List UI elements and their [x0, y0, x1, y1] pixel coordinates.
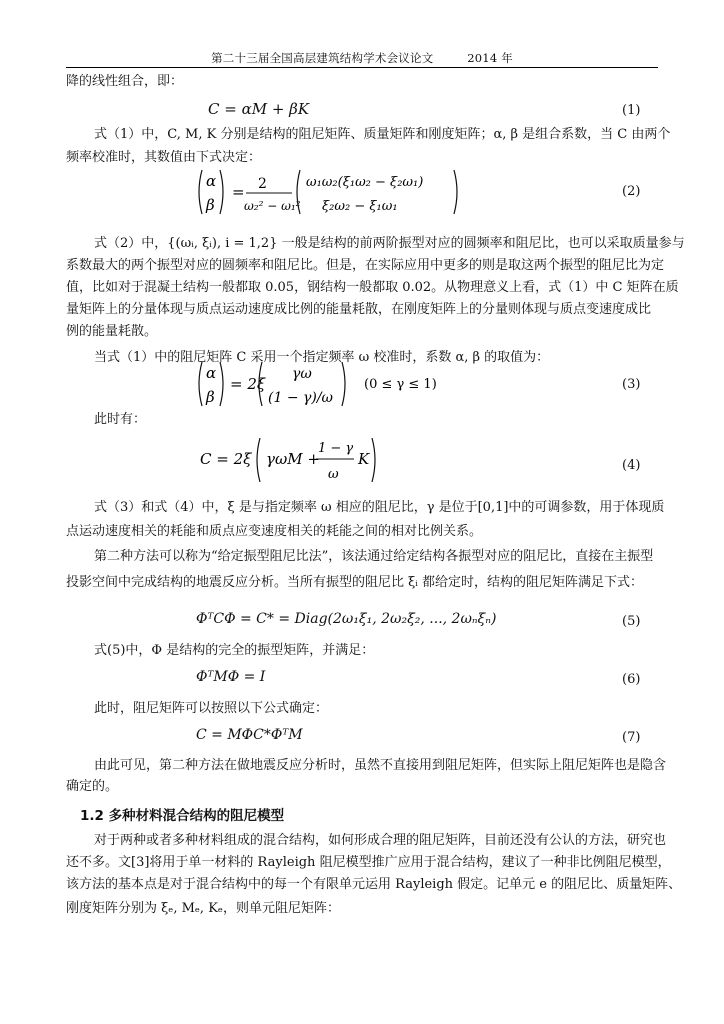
running-header — [66, 50, 658, 66]
eq3-rhs-bot: (1 − γ)/ω — [268, 390, 333, 406]
eq3-alpha: α — [206, 364, 217, 382]
equation-2 — [196, 168, 476, 216]
section-heading: 1.2 多种材料混合结构的阻尼模型 — [80, 808, 285, 824]
text-line: 此时，阻尼矩阵可以按照以下公式确定： — [94, 701, 329, 716]
text-line: 式（2）中，{(ωᵢ, ξᵢ), i = 1,2} 一般是结构的前两阶振型对应的圆频率和阻尼比，也可以采取质量参与 — [94, 236, 685, 251]
header-conference: 第二十三届全国高层建筑结构学术会议论文 — [211, 51, 434, 65]
text-line: 系数最大的两个振型对应的圆频率和阻尼比。但是，在实际应用中更多的则是取这两个振型的阻尼比为定 — [66, 258, 665, 273]
header-rule — [66, 67, 658, 68]
equation-7-number: (7) — [622, 730, 641, 745]
text-line: 例的能量耗散。 — [66, 324, 158, 339]
equation-1-number: (1) — [622, 103, 641, 118]
equation-1: C = αM + βK — [208, 100, 310, 118]
equation-4 — [196, 434, 396, 484]
eq4-inner: γωM + — [266, 450, 320, 468]
equation-5-number: (5) — [622, 614, 641, 629]
equation-5: ΦᵀCΦ = C* = Diag(2ω₁ξ₁, 2ω₂ξ₂, ..., 2ωₙξₙ) — [196, 611, 497, 627]
eq2-frac-num: 2 — [258, 176, 267, 192]
text-line: 由此可见，第二种方法在做地震反应分析时，虽然不直接用到阻尼矩阵，但实际上阻尼矩阵也是隐含 — [94, 758, 667, 773]
text-line: 量矩阵上的分量体现与质点运动速度成比例的能量耗散，在刚度矩阵上的分量则体现与质点变速度成比 — [66, 302, 652, 317]
equation-7: C = MΦC*ΦᵀM — [196, 727, 303, 743]
equation-2-number: (2) — [622, 184, 641, 199]
equation-3 — [196, 360, 456, 408]
eq3-coef: = 2ξ — [230, 375, 266, 393]
eq4-tail: K — [358, 450, 370, 468]
text-line: 点运动速度相关的耗能和质点应变速度相关的耗能之间的相对比例关系。 — [66, 524, 483, 539]
eq2-alpha: α — [206, 172, 217, 190]
eq2-rhs-bot: ξ₂ω₂ − ξ₁ω₁ — [322, 199, 398, 214]
text-line: 确定的。 — [66, 779, 119, 794]
eq2-frac-den: ω₂² − ω₁² — [244, 199, 301, 213]
eq2-rhs-top: ω₁ω₂(ξ₁ω₂ − ξ₂ω₁) — [306, 175, 424, 190]
text-line: 第二种方法可以称为“给定振型阻尼比法”，该法通过给定结构各振型对应的阻尼比，直接在主振型 — [94, 549, 654, 564]
text-line: 该方法的基本点是对于混合结构中的每一个有限单元运用 Rayleigh 假定。记单元 e 的阻尼比、质量矩阵、 — [66, 877, 682, 892]
text-line: 式（3）和式（4）中，ξ 是与指定频率 ω 相应的阻尼比，γ 是位于[0,1]中的可调参数，用于体现质 — [94, 500, 665, 515]
eq3-condition: (0 ≤ γ ≤ 1) — [364, 377, 437, 392]
text-line: 降的线性组合，即： — [66, 74, 184, 89]
eq4-frac-num: 1 − γ — [318, 441, 354, 456]
eq4-lhs: C = 2ξ — [200, 450, 252, 468]
equation-6-number: (6) — [622, 672, 641, 687]
text-line: 值，比如对于混凝土结构一般都取 0.05，钢结构一般都取 0.02。从物理意义上看，式（1）中 C 矩阵在质 — [66, 280, 679, 295]
text-line: 频率校准时，其数值由下式决定： — [66, 150, 262, 165]
eq3-rhs-top: γω — [292, 366, 312, 382]
eq3-beta: β — [206, 388, 215, 406]
text-line: 当式（1）中的阻尼矩阵 C 采用一个指定频率 ω 校准时，系数 α, β 的取值为： — [94, 350, 550, 365]
text-line: 式(5)中，Φ 是结构的完全的振型矩阵，并满足： — [94, 643, 375, 658]
equation-4-number: (4) — [622, 458, 641, 473]
header-year: 2014 年 — [467, 51, 513, 65]
text-line: 刚度矩阵分别为 ξₑ, Mₑ, Kₑ，则单元阻尼矩阵： — [66, 901, 340, 916]
eq2-beta: β — [206, 196, 215, 214]
eq4-frac-den: ω — [328, 467, 339, 482]
text-line: 式（1）中，C, M, K 分别是结构的阻尼矩阵、质量矩阵和刚度矩阵；α, β 是组合系数，当 C 由两个 — [94, 127, 671, 142]
equation-3-number: (3) — [622, 377, 641, 392]
text-line: 对于两种或者多种材料组成的混合结构，如何形成合理的阻尼矩阵，目前还没有公认的方法，研究也 — [94, 833, 667, 848]
svg-text:=: = — [232, 183, 245, 201]
text-line: 投影空间中完成结构的地震反应分析。当所有振型的阻尼比 ξᵢ 都给定时，结构的阻尼矩阵满足下式： — [66, 575, 644, 590]
text-line: 还不多。文[3]将用于单一材料的 Rayleigh 阻尼模型推广应用于混合结构，建议了一种非比例阻尼模型， — [66, 855, 671, 870]
equation-6: ΦᵀMΦ = I — [196, 669, 266, 685]
text-line: 此时有： — [94, 412, 147, 427]
